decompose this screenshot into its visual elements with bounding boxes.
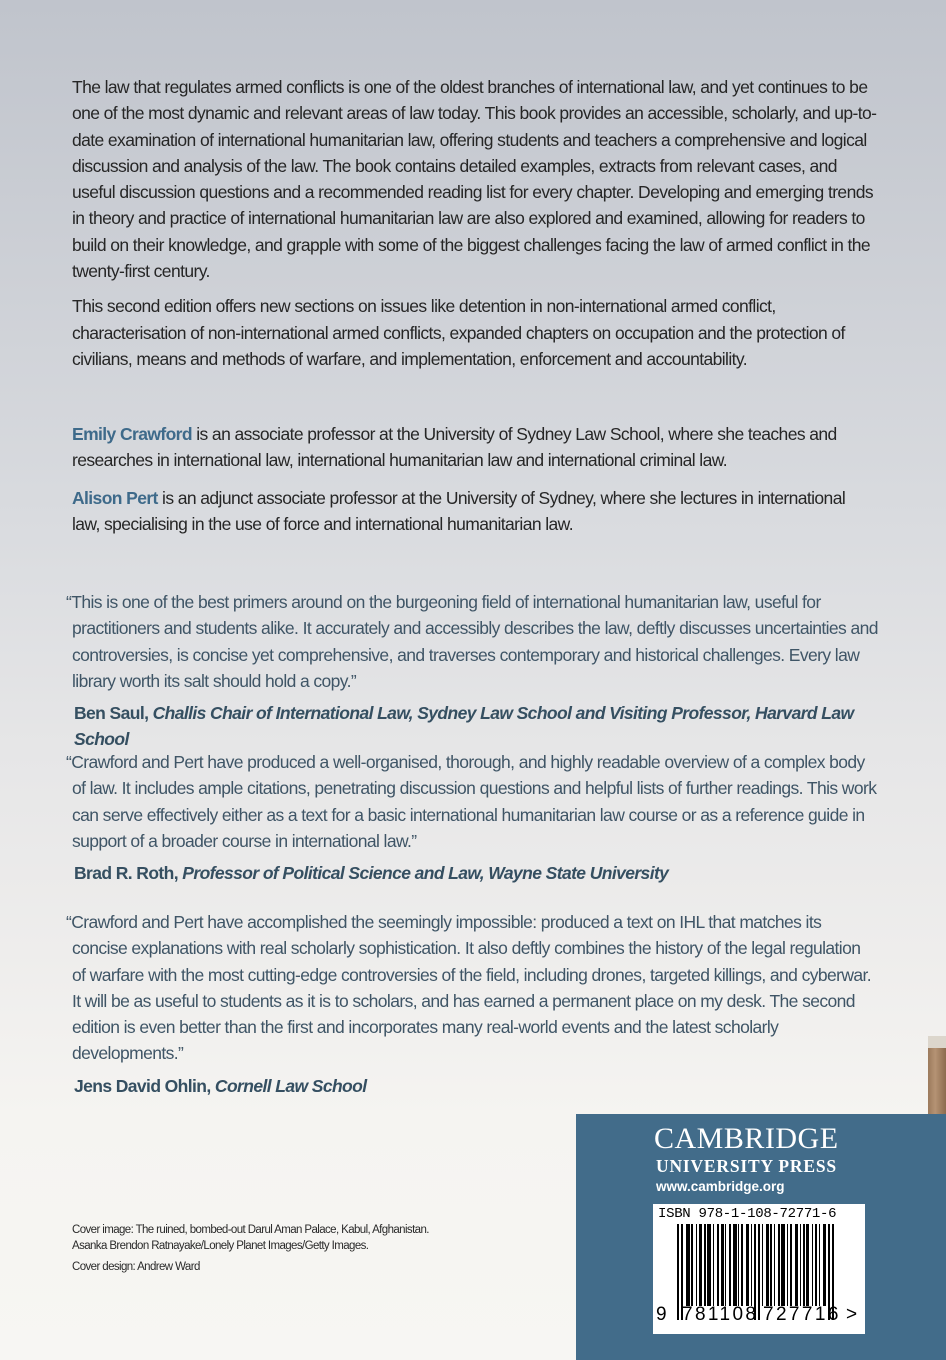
barcode-digits-right: 727716 [763, 1304, 841, 1325]
description-paragraph: This second edition offers new sections on issues like detention in non-international armed conflict, characterisation of non-international armed conflicts, expanded chapters on occupation and the protection of civilians, means and methods of warfare, and implementation, enforcement and accountability. [72, 296, 845, 369]
author-bio [72, 485, 877, 538]
endorsement-quote: “This is one of the best primers around on the burgeoning field of international humanitarian law, useful for practitioners and students alike. It accurately and accessibly describes the law, deftly discusses uncertainties and controversies, is concise yet comprehensive, and traverses contemporary and historical challenges. Every law library worth its salt should hold a copy.” [66, 592, 878, 691]
author-bio-text: is an associate professor at the University of Sydney Law School, where she teaches and researches in international law, international humanitarian law and international criminal law. [72, 424, 837, 471]
author-name: Alison Pert [72, 487, 158, 508]
endorser-title: Cornell Law School [214, 1075, 367, 1096]
endorsement-attribution [66, 1073, 878, 1099]
cover-image-credit-line: Asanka Brendon Ratnayake/Lonely Planet Images/Getty Images. [72, 1240, 369, 1252]
endorser-title: Professor of Political Science and Law, Wayne State University [182, 863, 669, 884]
endorser-name: Ben Saul, [74, 703, 149, 724]
cover-credits [72, 1222, 429, 1275]
author-bio [72, 421, 877, 474]
book-description [72, 74, 877, 372]
endorser-title: Challis Chair of International Law, Sydney Law School and Visiting Professor, Harvard Law School [74, 703, 854, 750]
endorsement [66, 909, 878, 1099]
cover-photo-edge [928, 1036, 946, 1114]
cover-design-credit: Cover design: Andrew Ward [72, 1261, 200, 1273]
endorsement [66, 589, 878, 753]
endorsement-attribution [66, 860, 878, 886]
publisher-logo-name: CAMBRIDGE [654, 1122, 839, 1155]
endorsement-quote: “Crawford and Pert have accomplished the seemingly impossible: produced a text on IHL that matches its concise explanations with real scholarly sophistication. It also deftly combines the history of the legal regulation of warfare with the most cutting-edge controversies of the field, including drones, targeted killings, and cyberwar. It will be as useful to students as it is to scholars, and has earned a permanent place on my desk. The second edition is even better than the first and incorporates many real-world events and the latest scholarly developments.” [66, 912, 872, 1064]
publisher-logo-subname: UNIVERSITY PRESS [656, 1156, 837, 1176]
author-name: Emily Crawford [72, 424, 192, 444]
author-bio-text: is an adjunct associate professor at the University of Sydney, where she lectures in international law, specialising in the use of force and international humanitarian law. [72, 487, 846, 534]
author-bios [72, 421, 877, 537]
barcode-digits-left: 781108 [682, 1304, 759, 1325]
cover-image-credit-line: Cover image: The ruined, bombed-out Darul Aman Palace, Kabul, Afghanistan. [72, 1224, 429, 1236]
barcode-digit-end: > [846, 1304, 858, 1325]
isbn-label: ISBN 978-1-108-72771-6 [658, 1206, 837, 1222]
description-paragraph: The law that regulates armed conflicts is one of the oldest branches of international law, and yet continues to be one of the most dynamic and relevant areas of law today. This book provides an accessible, scholarly, and up-to-date examination of international humanitarian law, offering students and teachers a comprehensive and logical discussion and analysis of the law. The book contains detailed examples, extracts from relevant cases, and useful discussion questions and a recommended reading list for every chapter. Developing and emerging trends in theory and practice of international humanitarian law are also explored and examined, allowing for readers to build on their knowledge, and grapple with some of the biggest challenges facing the law of armed conflict in the twenty-first century. [72, 77, 877, 282]
publisher-panel [576, 1114, 946, 1360]
endorsement [66, 749, 878, 886]
endorser-name: Jens David Ohlin, [74, 1075, 211, 1096]
endorsement-attribution [66, 700, 878, 753]
isbn-barcode-box [653, 1204, 865, 1334]
endorsement-quote: “Crawford and Pert have produced a well-organised, thorough, and highly readable overview of a complex body of law. It includes ample citations, penetrating discussion questions and helpful lists of further readings. This work can serve effectively either as a text for a basic international humanitarian law course or as a reference guide in support of a broader course in international law.” [66, 752, 877, 851]
publisher-url: www.cambridge.org [656, 1179, 785, 1194]
cover-image-credit [72, 1222, 429, 1254]
barcode-digit-lead: 9 [656, 1304, 667, 1325]
endorser-name: Brad R. Roth, [74, 863, 179, 884]
